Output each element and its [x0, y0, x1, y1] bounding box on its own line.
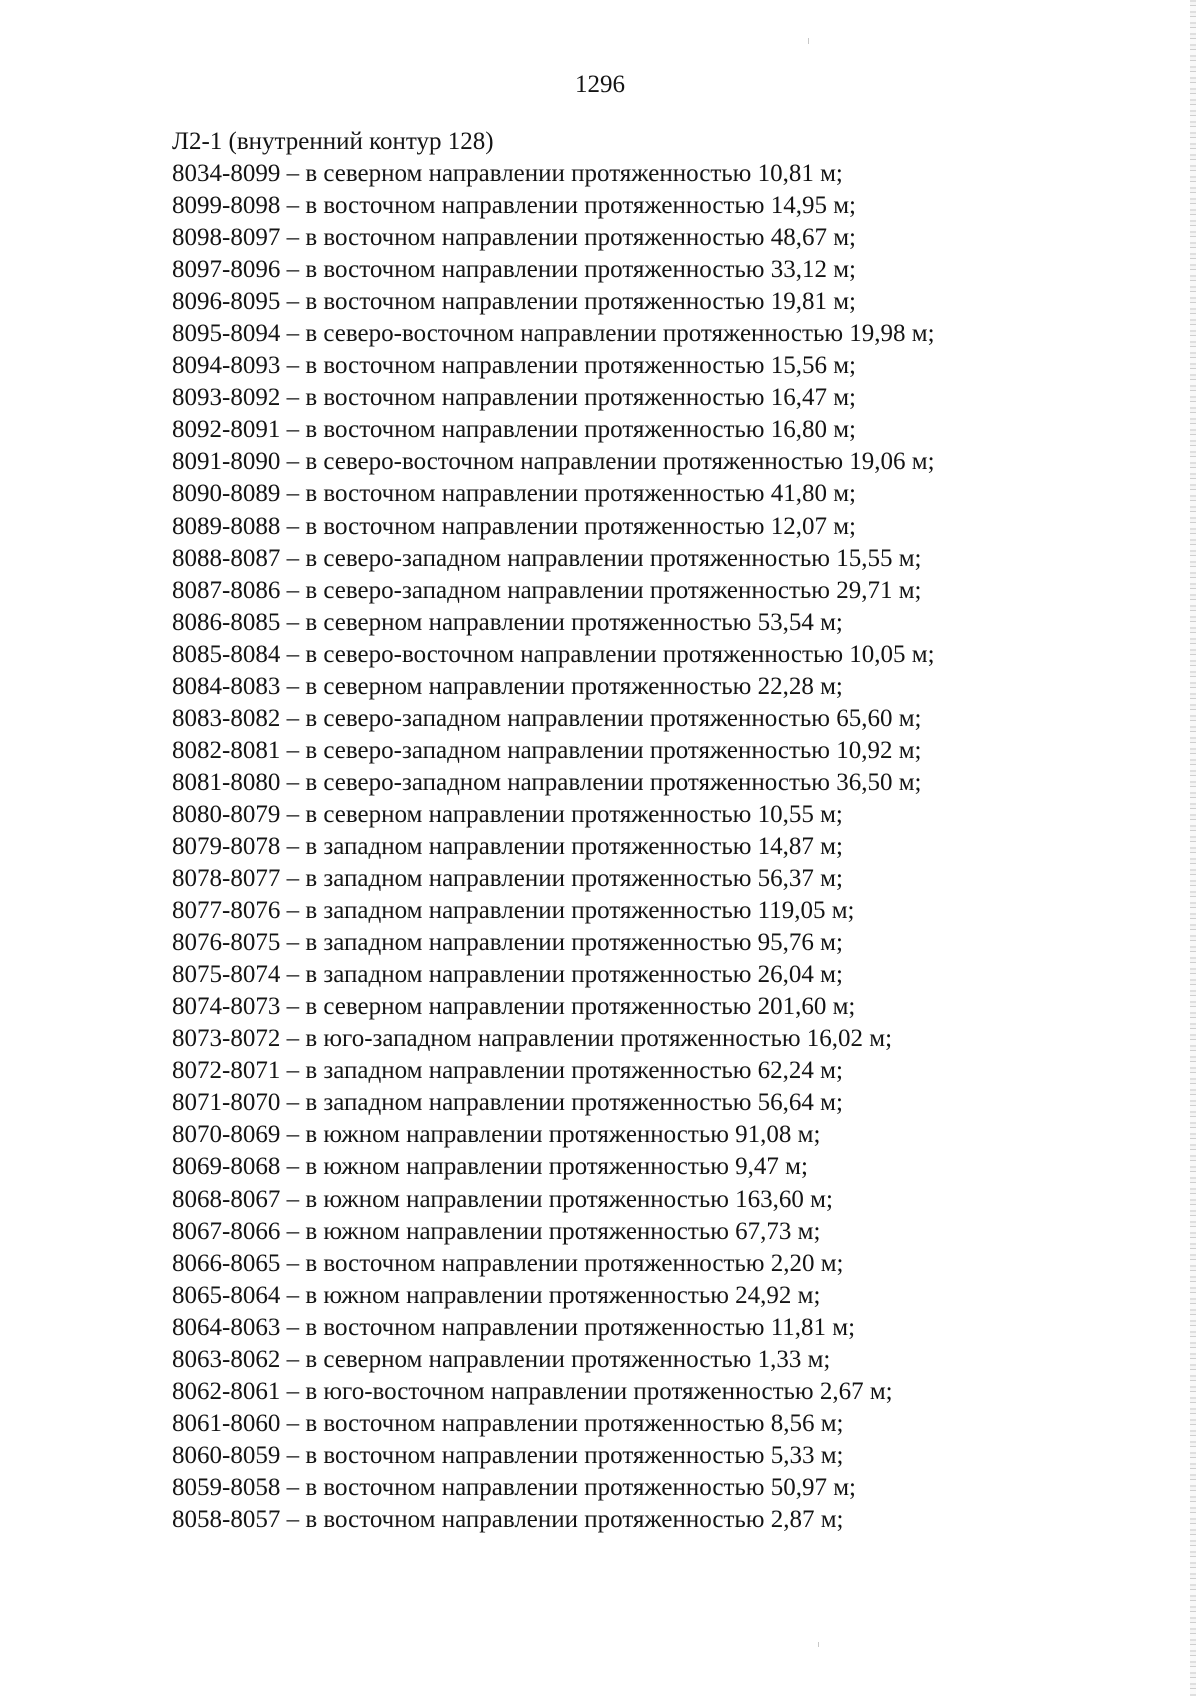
section-heading: Л2-1 (внутренний контур 128): [172, 128, 494, 155]
boundary-segment: 8098-8097 – в восточном направлении протяженностью 48,67 м;: [172, 224, 856, 252]
boundary-segment: 8082-8081 – в северо-западном направлении протяженностью 10,92 м;: [172, 736, 922, 764]
boundary-segment: 8099-8098 – в восточном направлении протяженностью 14,95 м;: [172, 192, 856, 220]
scan-mark: [808, 38, 809, 44]
boundary-segment: 8077-8076 – в западном направлении протяженностью 119,05 м;: [172, 897, 855, 925]
boundary-segment: 8061-8060 – в восточном направлении протяженностью 8,56 м;: [172, 1409, 844, 1437]
boundary-segment: 8097-8096 – в восточном направлении протяженностью 33,12 м;: [172, 256, 856, 284]
boundary-segment: 8070-8069 – в южном направлении протяженностью 91,08 м;: [172, 1121, 821, 1149]
boundary-segment: 8083-8082 – в северо-западном направлении протяженностью 65,60 м;: [172, 704, 922, 732]
boundary-segment: 8062-8061 – в юго-восточном направлении протяженностью 2,67 м;: [172, 1377, 893, 1405]
boundary-segment: 8075-8074 – в западном направлении протяженностью 26,04 м;: [172, 961, 843, 989]
boundary-segment: 8089-8088 – в восточном направлении протяженностью 12,07 м;: [172, 512, 856, 540]
boundary-segment: 8094-8093 – в восточном направлении протяженностью 15,56 м;: [172, 352, 856, 380]
boundary-segment: 8071-8070 – в западном направлении протяженностью 56,64 м;: [172, 1089, 843, 1117]
boundary-segment: 8084-8083 – в северном направлении протяженностью 22,28 м;: [172, 672, 843, 700]
boundary-segment: 8068-8067 – в южном направлении протяженностью 163,60 м;: [172, 1185, 833, 1213]
scan-edge-artifact: [1190, 0, 1196, 1696]
boundary-segment: 8080-8079 – в северном направлении протяженностью 10,55 м;: [172, 800, 843, 828]
boundary-segment: 8092-8091 – в восточном направлении протяженностью 16,80 м;: [172, 416, 856, 444]
boundary-segment: 8066-8065 – в восточном направлении протяженностью 2,20 м;: [172, 1249, 844, 1277]
document-body: [172, 126, 1052, 1536]
boundary-segment: 8087-8086 – в северо-западном направлении протяженностью 29,71 м;: [172, 576, 922, 604]
boundary-segment: 8091-8090 – в северо-восточном направлении протяженностью 19,06 м;: [172, 448, 935, 476]
boundary-segment: 8078-8077 – в западном направлении протяженностью 56,37 м;: [172, 865, 843, 893]
boundary-segment: 8081-8080 – в северо-западном направлении протяженностью 36,50 м;: [172, 768, 922, 796]
boundary-segment: 8073-8072 – в юго-западном направлении протяженностью 16,02 м;: [172, 1025, 893, 1053]
boundary-segment-list: [172, 158, 1052, 1536]
boundary-segment: 8074-8073 – в северном направлении протяженностью 201,60 м;: [172, 993, 856, 1021]
boundary-segment: 8079-8078 – в западном направлении протяженностью 14,87 м;: [172, 832, 843, 860]
boundary-segment: 8063-8062 – в северном направлении протяженностью 1,33 м;: [172, 1345, 831, 1373]
boundary-segment: 8085-8084 – в северо-восточном направлении протяженностью 10,05 м;: [172, 640, 935, 668]
boundary-segment: 8072-8071 – в западном направлении протяженностью 62,24 м;: [172, 1057, 843, 1085]
boundary-segment: 8064-8063 – в восточном направлении протяженностью 11,81 м;: [172, 1313, 856, 1341]
boundary-segment: 8059-8058 – в восточном направлении протяженностью 50,97 м;: [172, 1473, 856, 1501]
boundary-segment: 8060-8059 – в восточном направлении протяженностью 5,33 м;: [172, 1441, 844, 1469]
boundary-segment: 8065-8064 – в южном направлении протяженностью 24,92 м;: [172, 1281, 821, 1309]
boundary-segment: 8093-8092 – в восточном направлении протяженностью 16,47 м;: [172, 384, 856, 412]
boundary-segment: 8095-8094 – в северо-восточном направлении протяженностью 19,98 м;: [172, 320, 935, 348]
boundary-segment: 8088-8087 – в северо-западном направлении протяженностью 15,55 м;: [172, 544, 922, 572]
boundary-segment: 8067-8066 – в южном направлении протяженностью 67,73 м;: [172, 1217, 821, 1245]
boundary-segment: 8069-8068 – в южном направлении протяженностью 9,47 м;: [172, 1153, 808, 1181]
scan-mark: [818, 1642, 819, 1647]
boundary-segment: 8076-8075 – в западном направлении протяженностью 95,76 м;: [172, 929, 843, 957]
boundary-segment: 8058-8057 – в восточном направлении протяженностью 2,87 м;: [172, 1505, 844, 1533]
boundary-segment: 8090-8089 – в восточном направлении протяженностью 41,80 м;: [172, 480, 856, 508]
boundary-segment: 8086-8085 – в северном направлении протяженностью 53,54 м;: [172, 608, 843, 636]
page-number: 1296: [575, 71, 625, 98]
boundary-segment: 8096-8095 – в восточном направлении протяженностью 19,81 м;: [172, 288, 856, 316]
boundary-segment: 8034-8099 – в северном направлении протяженностью 10,81 м;: [172, 160, 843, 187]
